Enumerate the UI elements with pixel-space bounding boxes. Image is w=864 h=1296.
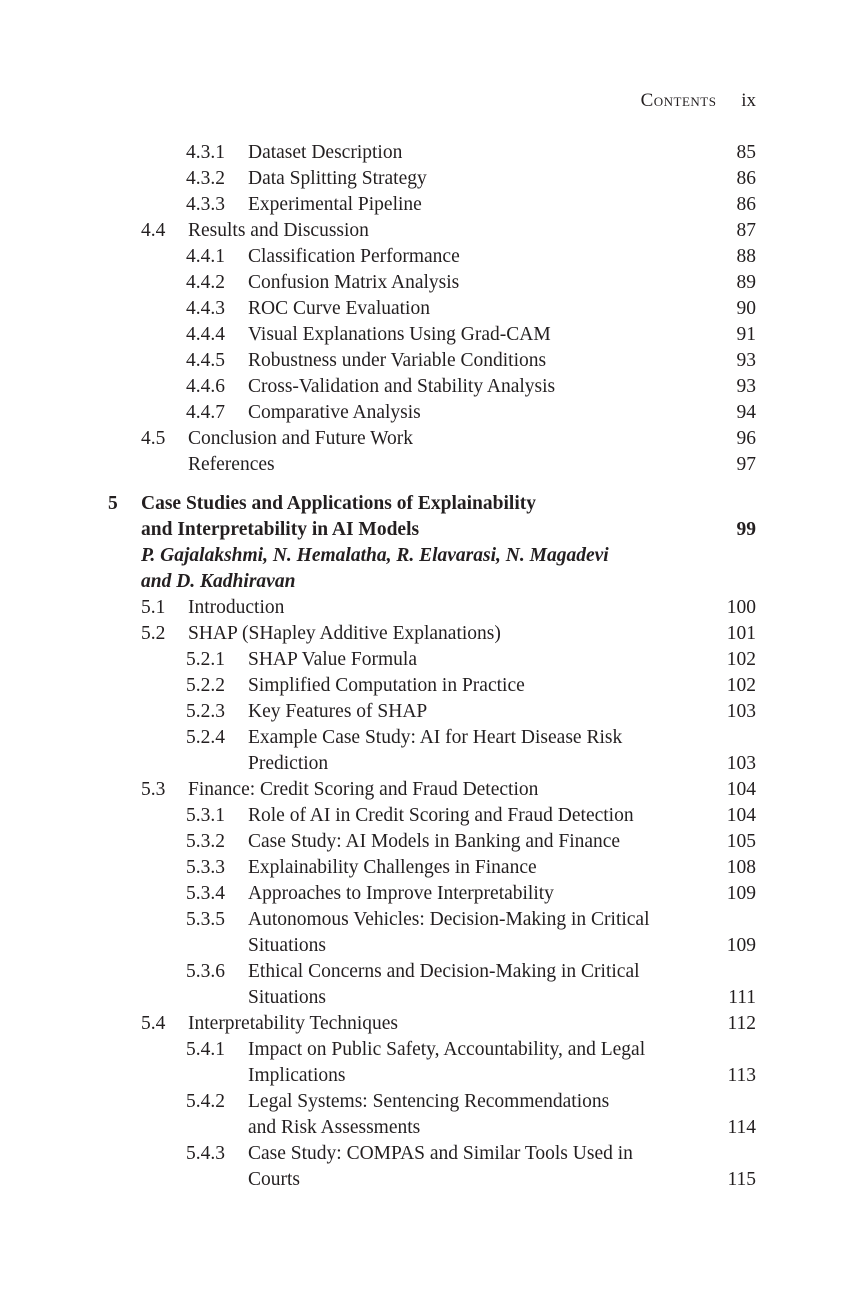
- toc-entry-title: References: [188, 454, 275, 475]
- toc-entry-page: 112: [727, 1013, 756, 1034]
- toc-entry-page: 115: [727, 1169, 756, 1190]
- toc-entry[interactable]: [0, 881, 864, 907]
- toc-entry-number: 4.3.2: [186, 168, 225, 189]
- toc-entry[interactable]: [0, 699, 864, 725]
- toc-entry-page: 102: [726, 675, 756, 696]
- toc-entry-page: 111: [728, 987, 756, 1008]
- toc-entry[interactable]: [0, 595, 864, 621]
- toc-entry-title: Prediction: [248, 753, 329, 774]
- toc-entry-number: 5.3.6: [186, 961, 225, 982]
- toc-entry-title: Conclusion and Future Work: [188, 428, 414, 449]
- toc-entry-page: 88: [736, 246, 756, 267]
- toc-entry-page: 109: [726, 935, 756, 956]
- toc-entry[interactable]: [0, 777, 864, 803]
- chapter-title-line1: Case Studies and Applications of Explainability: [141, 493, 536, 514]
- toc-entry-title: SHAP Value Formula: [248, 649, 418, 670]
- toc-entry-title: Situations: [248, 935, 327, 956]
- toc-entry-number: 4.3.3: [186, 194, 225, 215]
- toc-entry-page: 93: [736, 376, 756, 397]
- toc-entry-title: Case Study: COMPAS and Similar Tools Used in: [248, 1143, 633, 1164]
- toc-entry-title: Visual Explanations Using Grad-CAM: [248, 324, 551, 345]
- toc-entry-number: 5.3.4: [186, 883, 225, 904]
- table-of-contents: [0, 140, 864, 1193]
- toc-entry[interactable]: [0, 803, 864, 829]
- toc-entry-number: 5.2.4: [186, 727, 225, 748]
- toc-entry-number: 4.4: [141, 220, 166, 241]
- toc-entry[interactable]: [0, 348, 864, 374]
- toc-entry-title: Dataset Description: [248, 142, 403, 163]
- toc-entry-title: Interpretability Techniques: [188, 1013, 398, 1034]
- toc-entry-page: 114: [727, 1117, 756, 1138]
- toc-entry-references[interactable]: [0, 452, 864, 478]
- toc-entry-number: 5.2: [141, 623, 166, 644]
- toc-entry-title: Approaches to Improve Interpretability: [248, 883, 554, 904]
- toc-entry[interactable]: [0, 192, 864, 218]
- running-head: [641, 88, 756, 114]
- toc-entry-page: 108: [726, 857, 756, 878]
- chapter-heading[interactable]: [0, 491, 864, 517]
- toc-entry-title: Example Case Study: AI for Heart Disease Risk: [248, 727, 623, 748]
- toc-entry-number: 5.4.2: [186, 1091, 225, 1112]
- toc-entry-page: 113: [727, 1065, 756, 1086]
- toc-entry-cont[interactable]: [0, 985, 864, 1011]
- toc-entry[interactable]: [0, 140, 864, 166]
- toc-entry[interactable]: [0, 400, 864, 426]
- toc-entry-number: 5.3.3: [186, 857, 225, 878]
- toc-entry-number: 4.4.6: [186, 376, 225, 397]
- toc-entry-number: 5.4: [141, 1013, 166, 1034]
- toc-entry-number: 5.4.1: [186, 1039, 225, 1060]
- toc-entry[interactable]: [0, 374, 864, 400]
- toc-entry-page: 104: [726, 805, 756, 826]
- toc-entry-title: Comparative Analysis: [248, 402, 421, 423]
- chapter-title-line2: and Interpretability in AI Models: [141, 519, 420, 540]
- toc-entry-page: 109: [726, 883, 756, 904]
- toc-entry-number: 5.3.2: [186, 831, 225, 852]
- toc-entry[interactable]: [0, 244, 864, 270]
- toc-entry-cont[interactable]: [0, 751, 864, 777]
- toc-entry-page: 87: [736, 220, 756, 241]
- toc-entry-number: 5.2.3: [186, 701, 225, 722]
- toc-entry-number: 5.3: [141, 779, 166, 800]
- toc-entry-number: 5.1: [141, 597, 166, 618]
- toc-entry-number: 5.3.5: [186, 909, 225, 930]
- toc-entry-title: and Risk Assessments: [248, 1117, 421, 1138]
- toc-entry-number: 5.2.1: [186, 649, 225, 670]
- toc-entry-title: Courts: [248, 1169, 301, 1190]
- chapter-page: 99: [736, 519, 756, 540]
- toc-entry[interactable]: [0, 1011, 864, 1037]
- authors-line1: P. Gajalakshmi, N. Hemalatha, R. Elavarasi, N. Magadevi: [141, 545, 609, 566]
- toc-entry-number: 4.4.3: [186, 298, 225, 319]
- chapter-authors-cont: [0, 569, 864, 595]
- toc-entry[interactable]: [0, 166, 864, 192]
- toc-entry-page: 90: [736, 298, 756, 319]
- toc-entry-page: 97: [736, 454, 756, 475]
- toc-entry-title: Ethical Concerns and Decision-Making in Critical: [248, 961, 640, 982]
- toc-entry-number: 4.4.2: [186, 272, 225, 293]
- toc-entry-page: 96: [736, 428, 756, 449]
- toc-entry[interactable]: [0, 959, 864, 985]
- toc-entry[interactable]: [0, 1037, 864, 1063]
- toc-entry[interactable]: [0, 725, 864, 751]
- toc-entry-page: 100: [726, 597, 756, 618]
- toc-entry-title: ROC Curve Evaluation: [248, 298, 430, 319]
- toc-entry-title: Confusion Matrix Analysis: [248, 272, 460, 293]
- toc-entry-title: Classification Performance: [248, 246, 460, 267]
- toc-entry-cont[interactable]: [0, 1167, 864, 1193]
- toc-entry-title: Robustness under Variable Conditions: [248, 350, 547, 371]
- chapter-spacer: [0, 478, 864, 491]
- toc-entry-page: 85: [736, 142, 756, 163]
- toc-entry-page: 101: [726, 623, 756, 644]
- running-head-title: Contents: [640, 90, 717, 111]
- toc-entry-title: Case Study: AI Models in Banking and Finance: [248, 831, 621, 852]
- chapter-authors: [0, 543, 864, 569]
- toc-entry-title: Simplified Computation in Practice: [248, 675, 525, 696]
- toc-entry-page: 102: [726, 649, 756, 670]
- toc-entry-title: Autonomous Vehicles: Decision-Making in Critical: [248, 909, 650, 930]
- toc-entry[interactable]: [0, 673, 864, 699]
- chapter-heading-cont[interactable]: [0, 517, 864, 543]
- toc-entry-number: 4.4.7: [186, 402, 225, 423]
- toc-entry-page: 105: [726, 831, 756, 852]
- toc-entry-page: 104: [726, 779, 756, 800]
- toc-entry-number: 4.4.1: [186, 246, 225, 267]
- toc-entry-title: Impact on Public Safety, Accountability, and Legal: [248, 1039, 646, 1060]
- toc-entry-page: 89: [736, 272, 756, 293]
- toc-entry-title: Explainability Challenges in Finance: [248, 857, 537, 878]
- toc-entry[interactable]: [0, 218, 864, 244]
- toc-entry-title: Results and Discussion: [188, 220, 369, 241]
- toc-entry[interactable]: [0, 322, 864, 348]
- toc-entry-number: 4.4.5: [186, 350, 225, 371]
- toc-entry[interactable]: [0, 270, 864, 296]
- toc-entry-number: 5.2.2: [186, 675, 225, 696]
- toc-entry-page: 103: [726, 753, 756, 774]
- toc-entry-number: 5.4.3: [186, 1143, 225, 1164]
- toc-entry[interactable]: [0, 829, 864, 855]
- toc-entry-title: Implications: [248, 1065, 346, 1086]
- toc-entry[interactable]: [0, 621, 864, 647]
- toc-entry-cont[interactable]: [0, 1115, 864, 1141]
- toc-entry[interactable]: [0, 647, 864, 673]
- toc-entry-number: 4.4.4: [186, 324, 225, 345]
- toc-entry-title: Experimental Pipeline: [248, 194, 422, 215]
- toc-entry-title: Data Splitting Strategy: [248, 168, 427, 189]
- toc-entry[interactable]: [0, 855, 864, 881]
- toc-entry[interactable]: [0, 296, 864, 322]
- toc-entry-cont[interactable]: [0, 933, 864, 959]
- toc-entry-title: Introduction: [188, 597, 285, 618]
- toc-entry[interactable]: [0, 907, 864, 933]
- toc-entry-number: 5.3.1: [186, 805, 225, 826]
- toc-entry-page: 86: [736, 194, 756, 215]
- toc-entry-title: Situations: [248, 987, 327, 1008]
- toc-entry-page: 86: [736, 168, 756, 189]
- toc-entry-title: Cross-Validation and Stability Analysis: [248, 376, 556, 397]
- toc-entry-page: 93: [736, 350, 756, 371]
- toc-entry[interactable]: [0, 426, 864, 452]
- toc-entry-title: Key Features of SHAP: [248, 701, 428, 722]
- toc-entry-page: 91: [736, 324, 756, 345]
- toc-entry-title: Legal Systems: Sentencing Recommendations: [248, 1091, 610, 1112]
- toc-entry-title: Finance: Credit Scoring and Fraud Detection: [188, 779, 539, 800]
- toc-entry[interactable]: [0, 1089, 864, 1115]
- toc-entry-cont[interactable]: [0, 1063, 864, 1089]
- toc-entry-page: 103: [726, 701, 756, 722]
- toc-entry[interactable]: [0, 1141, 864, 1167]
- toc-entry-number: 4.3.1: [186, 142, 225, 163]
- chapter-number: 5: [108, 493, 118, 514]
- page-number: ix: [741, 90, 756, 111]
- toc-entry-number: 4.5: [141, 428, 166, 449]
- toc-entry-title: Role of AI in Credit Scoring and Fraud Detection: [248, 805, 634, 826]
- authors-line2: and D. Kadhiravan: [141, 571, 296, 592]
- toc-entry-page: 94: [736, 402, 756, 423]
- toc-entry-title: SHAP (SHapley Additive Explanations): [188, 623, 501, 644]
